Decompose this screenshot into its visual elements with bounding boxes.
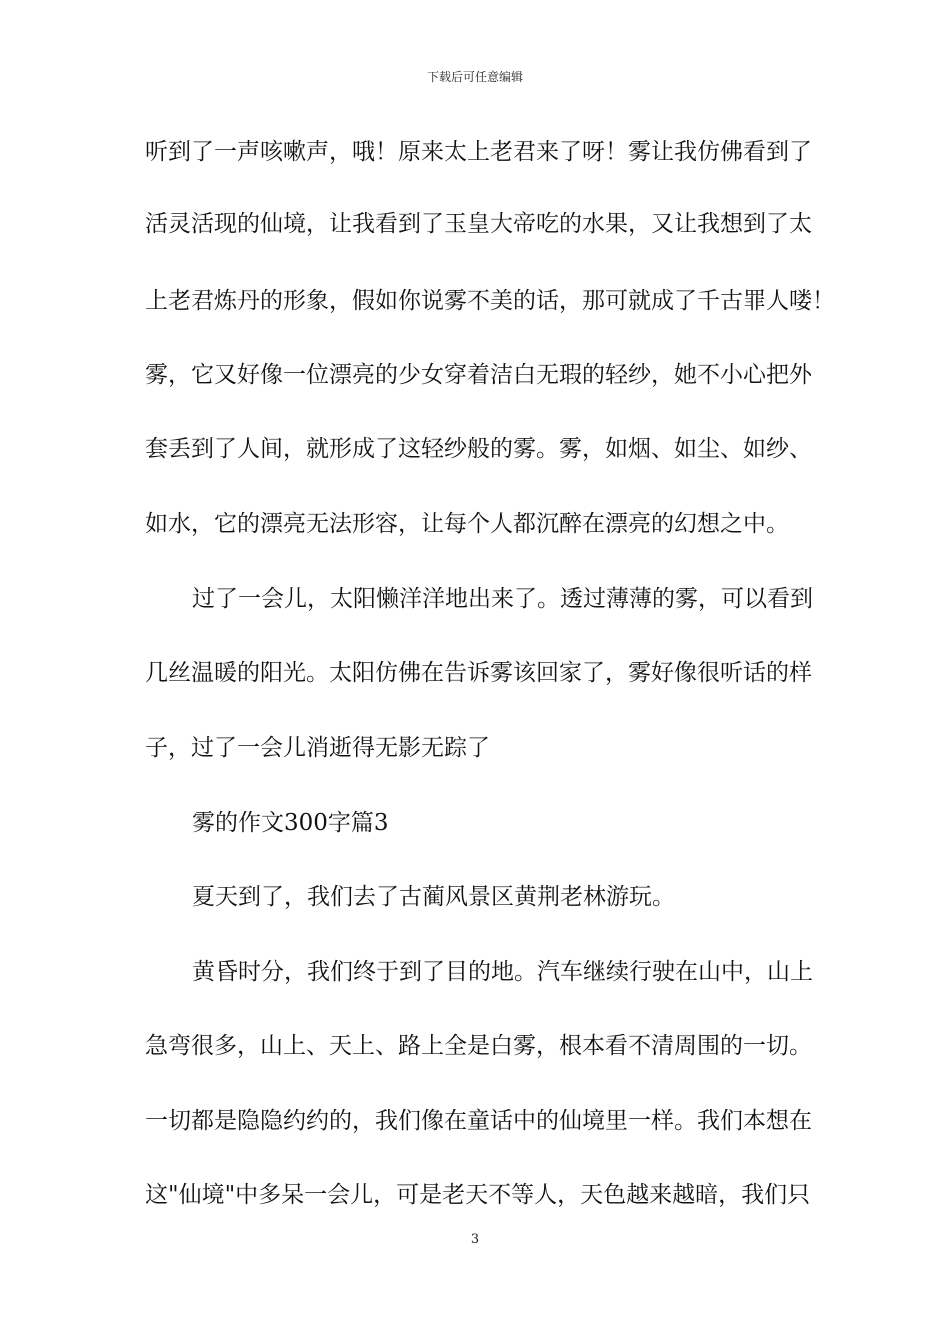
section-heading: 雾的作文300字篇3 <box>192 810 389 836</box>
text-line: 一切都是隐隐约约的，我们像在童话中的仙境里一样。我们本想在 <box>145 1108 812 1134</box>
text-line: 活灵活现的仙境，让我看到了玉皇大帝吃的水果，又让我想到了太 <box>145 211 812 237</box>
text-line: 如水，它的漂亮无法形容，让每个人都沉醉在漂亮的幻想之中。 <box>145 511 789 537</box>
text-line: 急弯很多，山上、天上、路上全是白雾，根本看不清周围的一切。 <box>145 1033 812 1059</box>
page-number: 3 <box>470 1232 480 1247</box>
paragraph-first-line: 夏天到了，我们去了古蔺风景区黄荆老林游玩。 <box>192 884 675 910</box>
text-line: 套丢到了人间，就形成了这轻纱般的雾。雾，如烟、如尘、如纱、 <box>145 436 812 462</box>
paragraph-first-line: 过了一会儿，太阳懒洋洋地出来了。透过薄薄的雾，可以看到 <box>192 586 813 612</box>
paragraph-first-line: 黄昏时分，我们终于到了目的地。汽车继续行驶在山中，山上 <box>192 959 813 985</box>
text-line: 子，过了一会儿消逝得无影无踪了 <box>145 735 490 761</box>
text-line: 上老君炼丹的形象，假如你说雾不美的话，那可就成了千古罪人喽！ <box>145 288 835 314</box>
text-line: 这"仙境"中多呆一会儿，可是老天不等人，天色越来越暗，我们只 <box>145 1182 811 1208</box>
text-line: 几丝温暖的阳光。太阳仿佛在告诉雾该回家了，雾好像很听话的样 <box>145 660 812 686</box>
text-line: 雾，它又好像一位漂亮的少女穿着洁白无瑕的轻纱，她不小心把外 <box>145 362 812 388</box>
text-line: 听到了一声咳嗽声，哦！原来太上老君来了呀！雾让我仿佛看到了 <box>145 139 812 165</box>
page-header: 下载后可任意编辑 <box>426 70 523 84</box>
